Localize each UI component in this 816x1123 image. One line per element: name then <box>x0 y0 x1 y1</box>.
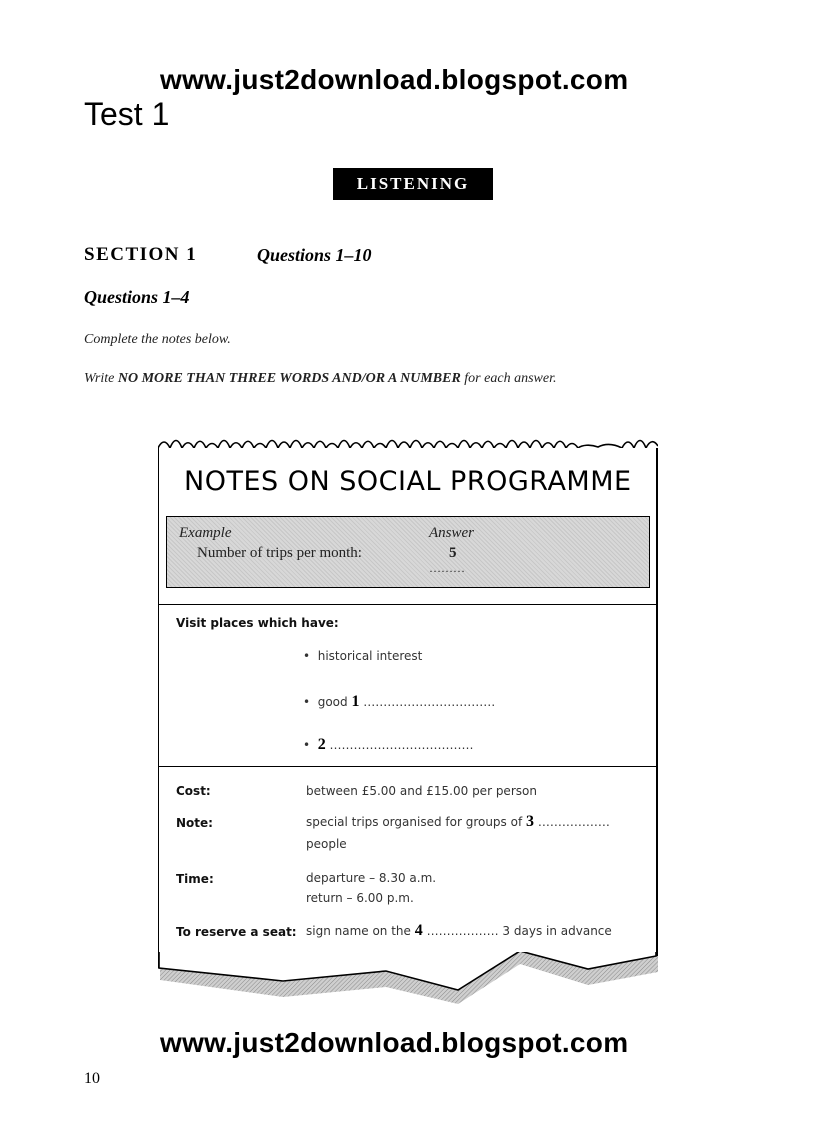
answer-blank-2[interactable]: ……………………………… <box>329 738 474 752</box>
questions-range: Questions 1–10 <box>257 245 372 265</box>
bullet-item-question-2 <box>303 736 474 754</box>
time-return: return – 6.00 p.m. <box>306 891 414 905</box>
answer-blank-1[interactable]: …………………………… <box>363 695 496 709</box>
bullet-icon: • <box>303 695 318 709</box>
example-answer-dots: ……… <box>429 561 465 575</box>
torn-bottom-edge-icon <box>158 952 658 1012</box>
answer-label: Answer <box>429 525 474 541</box>
example-answer: 5 <box>449 545 457 561</box>
notes-sheet <box>158 432 658 1012</box>
time-departure: departure – 8.30 a.m. <box>306 871 437 885</box>
answer-blank-4[interactable]: ……………… <box>426 924 499 938</box>
cost-value: between £5.00 and £15.00 per person <box>306 784 537 798</box>
watermark-url-bottom: www.just2download.blogspot.com <box>160 1027 629 1058</box>
answer-blank-3[interactable]: ……………… <box>537 815 610 829</box>
reserve-label: To reserve a seat: <box>176 925 297 939</box>
question-number-1: 1 <box>351 693 360 710</box>
bullet-icon: • <box>303 649 318 663</box>
reserve-text: sign name on the <box>306 924 411 938</box>
example-question: Number of trips per month: <box>197 545 362 561</box>
question-number-2: 2 <box>317 736 326 753</box>
note-text: special trips organised for groups of <box>306 815 523 829</box>
notes-title: NOTES ON SOCIAL PROGRAMME <box>184 466 632 497</box>
question-number-4: 4 <box>414 922 423 939</box>
section-label: SECTION 1 <box>84 244 198 265</box>
bullet-item-question-1 <box>303 693 495 711</box>
example-label: Example <box>179 525 232 541</box>
notes-body <box>158 448 658 968</box>
watermark-url-top: www.just2download.blogspot.com <box>160 64 629 95</box>
page-number: 10 <box>84 1070 100 1087</box>
bullet-icon: • <box>303 738 318 752</box>
instruction-complete: Complete the notes below. <box>84 332 231 347</box>
instruction-post: for each answer. <box>460 371 557 386</box>
time-label: Time: <box>176 872 214 886</box>
reserve-text-post: 3 days in advance <box>502 924 612 938</box>
questions-subheading: Questions 1–4 <box>84 287 190 307</box>
instruction-pre: Write <box>84 371 118 386</box>
note-label: Note: <box>176 816 213 830</box>
instruction-emphasis: NO MORE THAN THREE WORDS AND/OR A NUMBER <box>117 371 461 386</box>
listening-banner: LISTENING <box>333 168 493 200</box>
example-box <box>166 516 650 588</box>
bullet-item-historical <box>303 649 422 663</box>
instruction-word-limit <box>84 371 556 387</box>
note-line-1 <box>306 813 610 831</box>
cost-label: Cost: <box>176 784 211 798</box>
note-line-2: people <box>306 837 347 851</box>
bullet-text: good <box>317 695 348 709</box>
divider <box>159 604 656 605</box>
visit-heading: Visit places which have: <box>176 616 339 630</box>
page-title: Test 1 <box>84 96 170 132</box>
question-number-3: 3 <box>526 813 535 830</box>
divider <box>159 766 656 767</box>
reserve-line <box>306 922 612 940</box>
bullet-text: historical interest <box>317 649 423 663</box>
